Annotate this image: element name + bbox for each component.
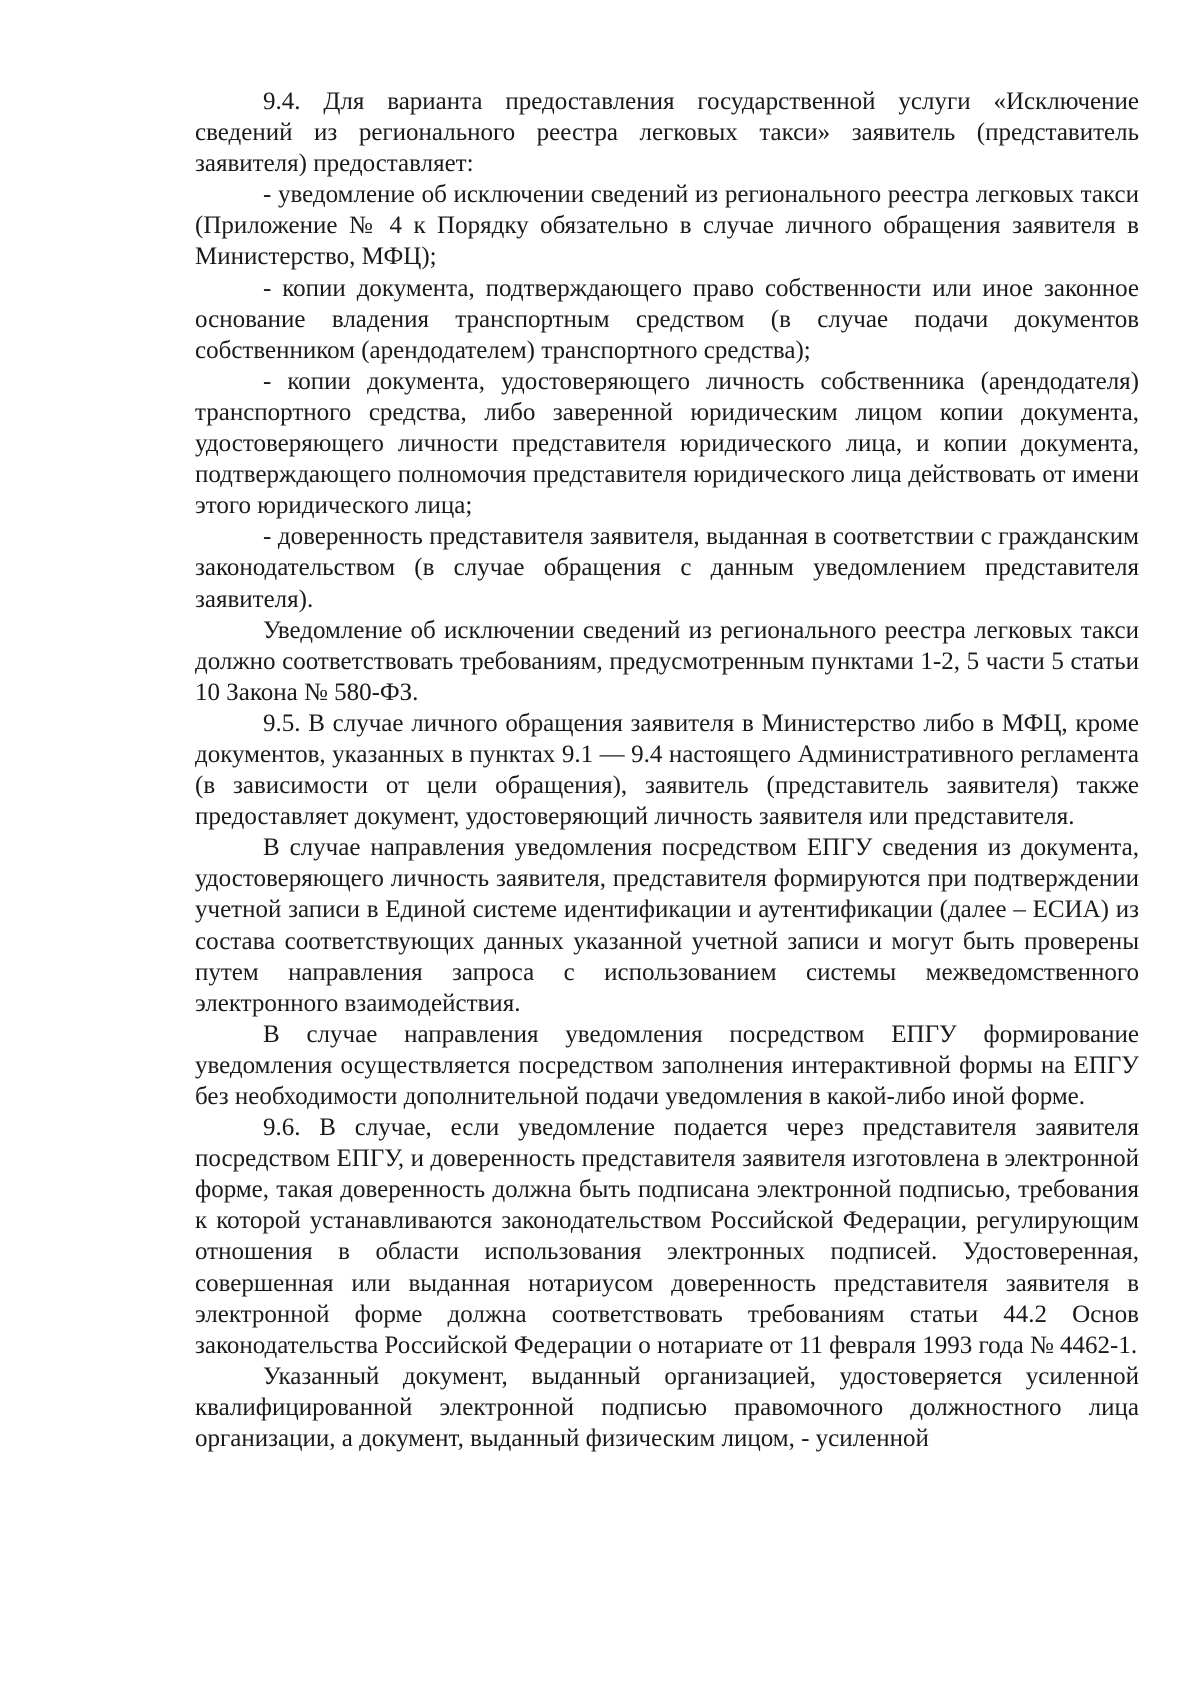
document-page xyxy=(195,86,1139,1454)
list-item-power-of-attorney: - доверенность представителя заявителя, выданная в соответствии с гражданским законодательством (в случае обращения с данным уведомлением представителя заявителя). xyxy=(195,523,1139,613)
list-item-notification: - уведомление об исключении сведений из регионального реестра легковых такси (Приложение № 4 к Порядку обязательно в случае личного обращения заявителя в Министерство, МФЦ); xyxy=(195,181,1139,271)
list-item-identity-copy: - копии документа, удостоверяющего личность собственника (арендодателя) транспортного средства, либо заверенной юридическим лицом копии документа, удостоверяющего личности представителя юридического лица, и копии документа, подтверждающего полномочия представителя юридического лица действовать от имени этого юридического лица; xyxy=(195,367,1139,520)
paragraph-notification-requirements: Уведомление об исключении сведений из регионального реестра легковых такси должно соответствовать требованиям, предусмотренным пунктами 1-2, 5 части 5 статьи 10 Закона № 580-ФЗ. xyxy=(195,616,1139,706)
paragraph-epgu-form: В случае направления уведомления посредством ЕПГУ формирование уведомления осуществляется посредством заполнения интерактивной формы на ЕПГУ без необходимости дополнительной подачи уведомления в какой-либо иной форме. xyxy=(195,1020,1139,1110)
paragraph-epgu-identity: В случае направления уведомления посредством ЕПГУ сведения из документа, удостоверяющего личность заявителя, представителя формируются при подтверждении учетной записи в Единой системе идентификации и аутентификации (далее – ЕСИА) из состава соответствующих данных указанной учетной записи и могут быть проверены путем направления запроса с использованием системы межведомственного электронного взаимодействия. xyxy=(195,834,1139,1017)
paragraph-9-4: 9.4. Для варианта предоставления государственной услуги «Исключение сведений из регионального реестра легковых такси» заявитель (представитель заявителя) предоставляет: xyxy=(195,88,1139,178)
list-item-ownership-copy: - копии документа, подтверждающего право собственности или иное законное основание владения транспортным средством (в случае подачи документов собственником (арендодателем) транспортного средства); xyxy=(195,274,1139,364)
paragraph-signature: Указанный документ, выданный организацией, удостоверяется усиленной квалифицированной электронной подписью правомочного должностного лица организации, а документ, выданный физическим лицом, - усиленной xyxy=(195,1362,1139,1453)
paragraph-9-6: 9.6. В случае, если уведомление подается через представителя заявителя посредством ЕПГУ, и доверенность представителя заявителя изготовлена в электронной форме, такая доверенность должна быть подписана электронной подписью, требования к которой устанавливаются законодательством Российской Федерации, регулирующим отношения в области использования электронных подписей. Удостоверенная, совершенная или выданная нотариусом доверенность представителя заявителя в электронной форме должна соответствовать требованиям статьи 44.2 Основ законодательства Российской Федерации о нотариате от 11 февраля 1993 года № 4462-1. xyxy=(195,1114,1139,1359)
paragraph-9-5: 9.5. В случае личного обращения заявителя в Министерство либо в МФЦ, кроме документов, указанных в пунктах 9.1 — 9.4 настоящего Административного регламента (в зависимости от цели обращения), заявитель (представитель заявителя) также предоставляет документ, удостоверяющий личность заявителя или представителя. xyxy=(195,709,1139,831)
